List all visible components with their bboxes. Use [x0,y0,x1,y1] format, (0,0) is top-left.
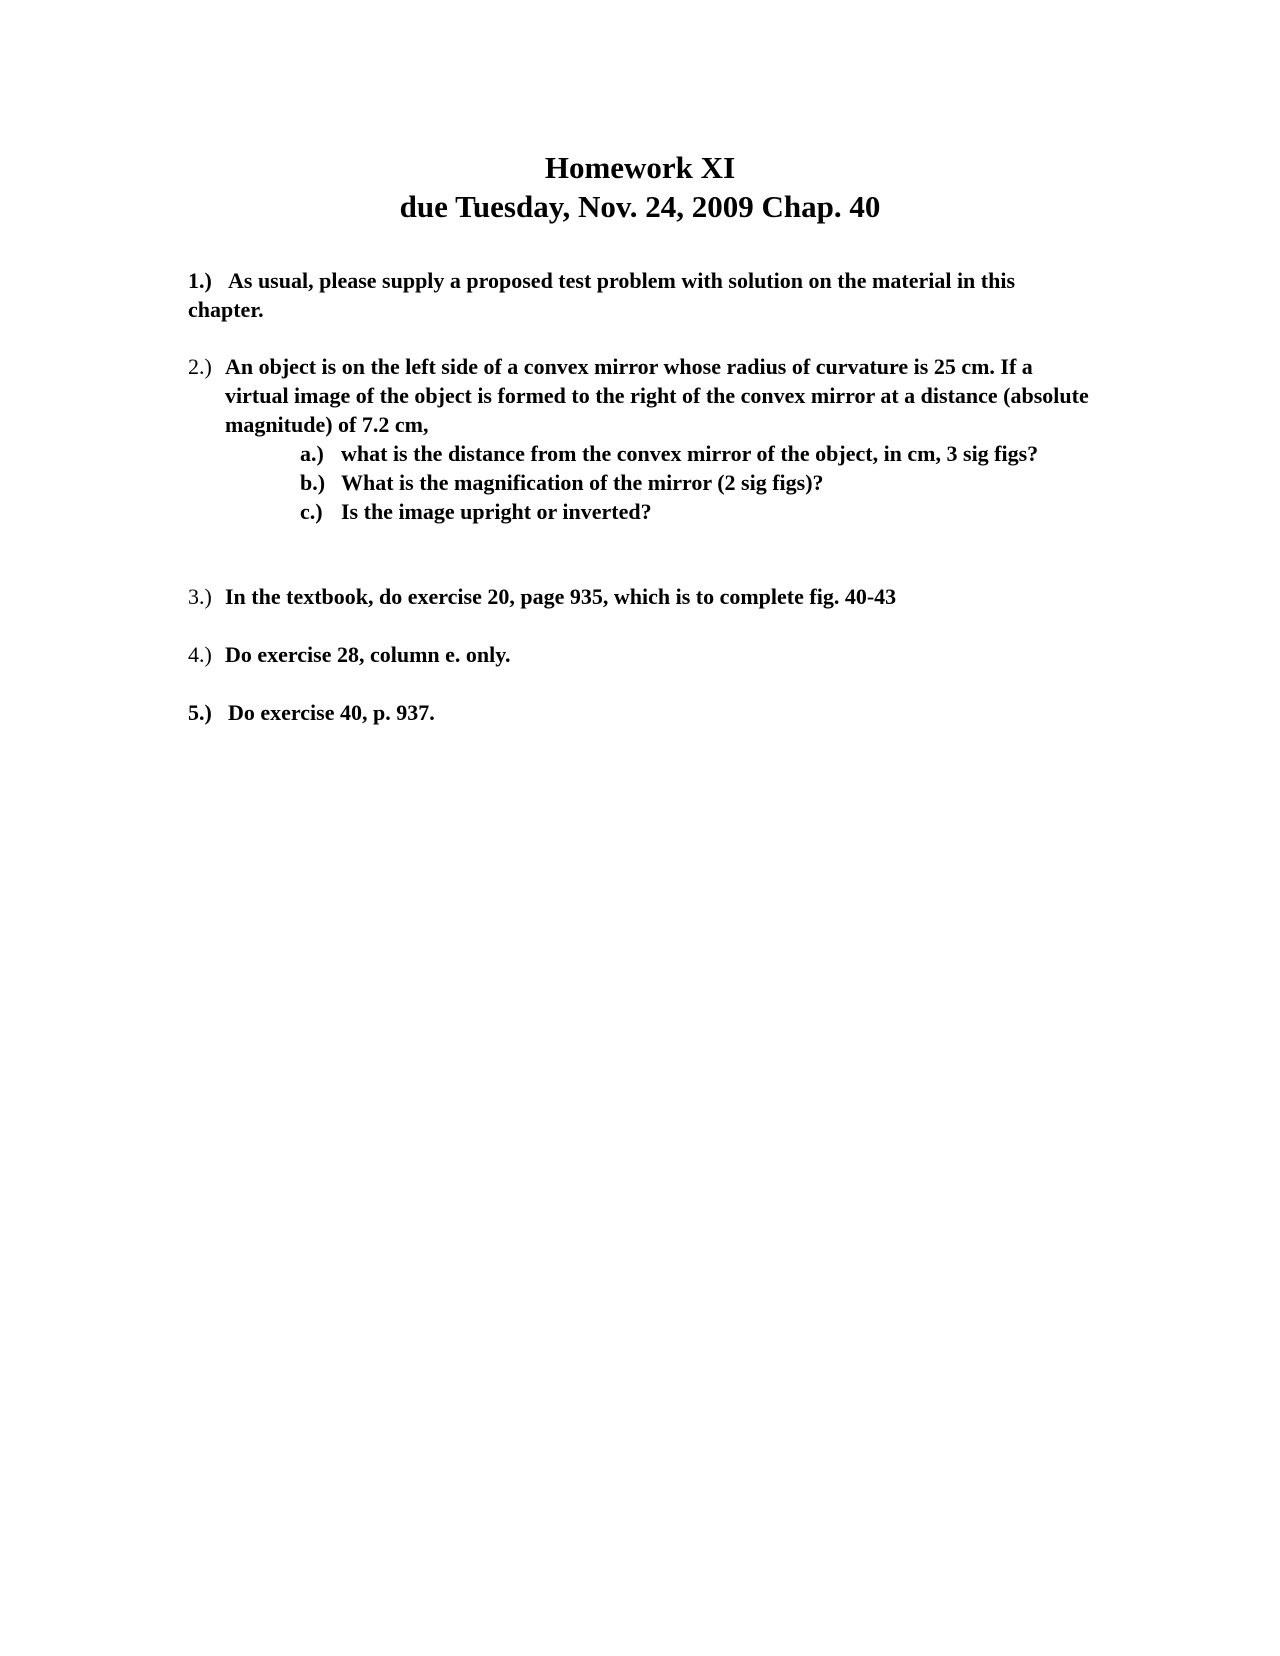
question-3-text: In the textbook, do exercise 20, page 935, which is to complete fig. 40-43 [225,584,897,609]
question-2 [188,352,1093,439]
part-c-text: Is the image upright or inverted? [341,499,652,524]
question-3 [188,582,1188,611]
question-2-part-c [300,497,1100,526]
document-subtitle: due Tuesday, Nov. 24, 2009 Chap. 40 [399,189,881,224]
question-4-number: 4.) [188,642,212,667]
question-3-number: 3.) [188,584,212,609]
question-2-text: An object is on the left side of a convex mirror whose radius of curvature is 25 cm. If a virtual image of the object is formed to the right of the convex mirror at a distance (absolute magnitude) of 7.2 cm, [225,354,1089,437]
part-a-label: a.) [300,441,324,466]
question-1-number: 1.) [188,268,212,293]
part-b-label: b.) [300,470,326,495]
question-1-text: As usual, please supply a proposed test problem with solution on the material in this chapter. [188,268,1016,322]
question-1 [188,266,1093,324]
part-b-text: What is the magnification of the mirror (2 sig figs)? [341,470,824,495]
document-header [0,148,1280,226]
question-5-text: Do exercise 40, p. 937. [228,700,435,725]
question-4-text: Do exercise 28, column e. only. [225,642,511,667]
question-5-number: 5.) [188,700,212,725]
document-title: Homework XI [544,150,736,185]
question-2-number: 2.) [188,354,212,379]
question-2-part-a [300,439,1100,468]
question-2-parts [300,439,1100,526]
part-a-text: what is the distance from the convex mirror of the object, in cm, 3 sig figs? [341,441,1039,466]
question-4 [188,640,1188,669]
part-c-label: c.) [300,499,323,524]
question-5 [188,698,1188,727]
question-2-part-b [300,468,1100,497]
